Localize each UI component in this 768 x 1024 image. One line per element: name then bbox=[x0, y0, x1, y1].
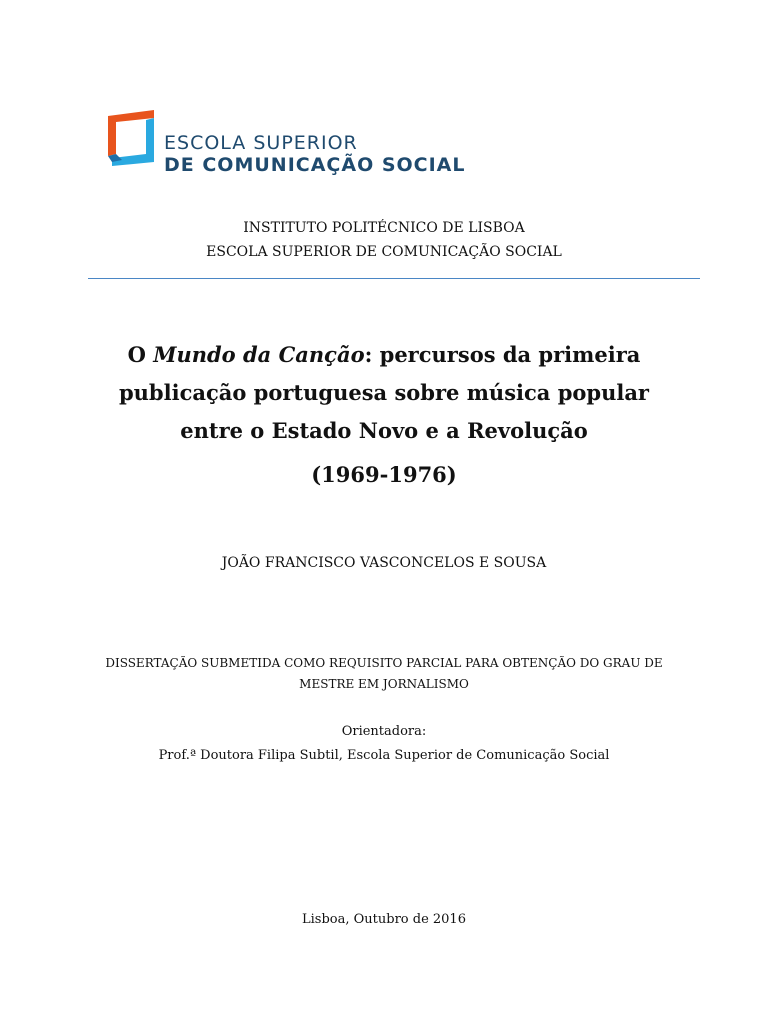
title-rest: : percursos da primeira publicação portuguesa sobre música popular entre o Estado Novo e a Revolução bbox=[118, 342, 649, 443]
institution-line-1: INSTITUTO POLITÉCNICO DE LISBOA bbox=[243, 220, 525, 236]
title-italic: Mundo da Canção bbox=[153, 342, 365, 367]
thesis-title bbox=[84, 336, 684, 450]
supervisor-name: Prof.ª Doutora Filipa Subtil, Escola Superior de Comunicação Social bbox=[158, 748, 610, 763]
supervisor-label: Orientadora: bbox=[341, 724, 427, 739]
institution-block bbox=[0, 216, 768, 264]
institution-line-2: ESCOLA SUPERIOR DE COMUNICAÇÃO SOCIAL bbox=[206, 244, 562, 260]
dissertation-statement: DISSERTAÇÃO SUBMETIDA COMO REQUISITO PARCIAL PARA OBTENÇÃO DO GRAU DE MESTRE EM JORNALISMO bbox=[105, 656, 663, 691]
logo-line-2: DE COMUNICAÇÃO SOCIAL bbox=[164, 154, 466, 176]
author-name: JOÃO FRANCISCO VASCONCELOS E SOUSA bbox=[221, 555, 547, 571]
school-logo-icon bbox=[108, 110, 156, 166]
school-logo bbox=[108, 110, 466, 182]
thesis-years: (1969-1976) bbox=[311, 462, 457, 487]
header-divider bbox=[88, 278, 700, 279]
title-prefix: O bbox=[127, 342, 154, 367]
place-date: Lisboa, Outubro de 2016 bbox=[302, 912, 466, 927]
logo-line-1: ESCOLA SUPERIOR bbox=[164, 132, 358, 154]
